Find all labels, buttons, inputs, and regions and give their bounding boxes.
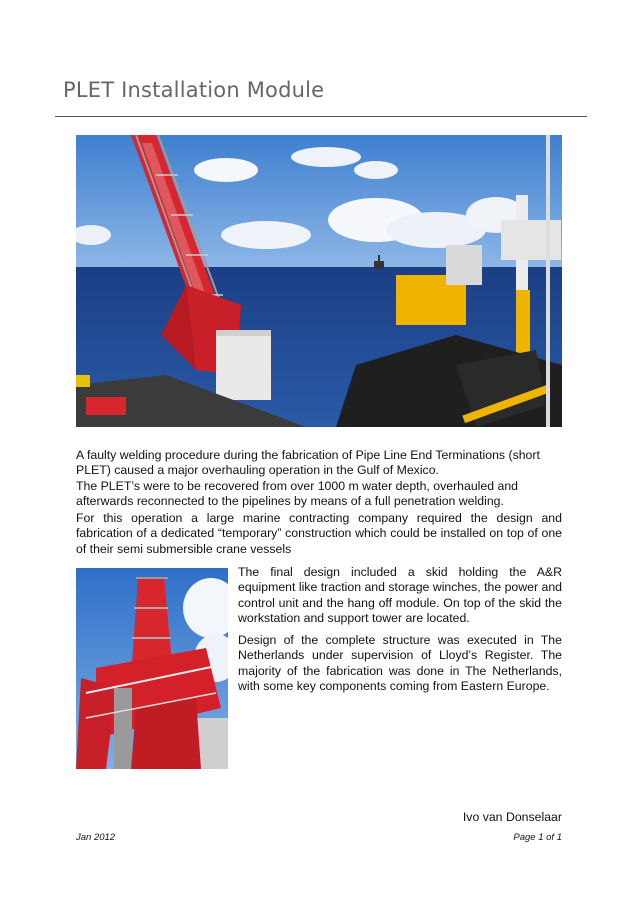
operation-paragraph: For this operation a large marine contracting company required the design and fabrication of a dedicated “temporary” construction which could be installed on top of one of their semi submersible crane vessels bbox=[76, 511, 562, 556]
footer-date: Jan 2012 bbox=[76, 832, 116, 843]
tower-photo bbox=[76, 568, 228, 769]
intro-line-2: The PLET’s were to be recovered from over 1000 m water depth, overhauled and afterwards reconnected to the pipelines by means of a full penetration welding. bbox=[76, 478, 519, 508]
footer-page-number: Page 1 of 1 bbox=[513, 832, 562, 843]
page-title: PLET Installation Module bbox=[63, 78, 325, 102]
author-name: Ivo van Donselaar bbox=[462, 810, 562, 824]
intro-paragraph bbox=[76, 448, 562, 509]
design-paragraph: The final design included a skid holding the A&R equipment like traction and storage winches, the power and control unit and the hang off module. On top of the skid the workstation and support tower are located. bbox=[238, 565, 563, 625]
intro-line-1: A faulty welding procedure during the fabrication of Pipe Line End Terminations (short PLET) caused a major overhauling operation in the Gulf of Mexico. bbox=[76, 448, 540, 478]
execution-paragraph: Design of the complete structure was executed in The Netherlands under supervision of Lloyd’s Register. The majority of the fabrication was done in The Netherlands, with some key components coming from Eastern Europe. bbox=[238, 633, 562, 693]
main-photo bbox=[76, 135, 562, 427]
title-divider bbox=[55, 116, 587, 117]
